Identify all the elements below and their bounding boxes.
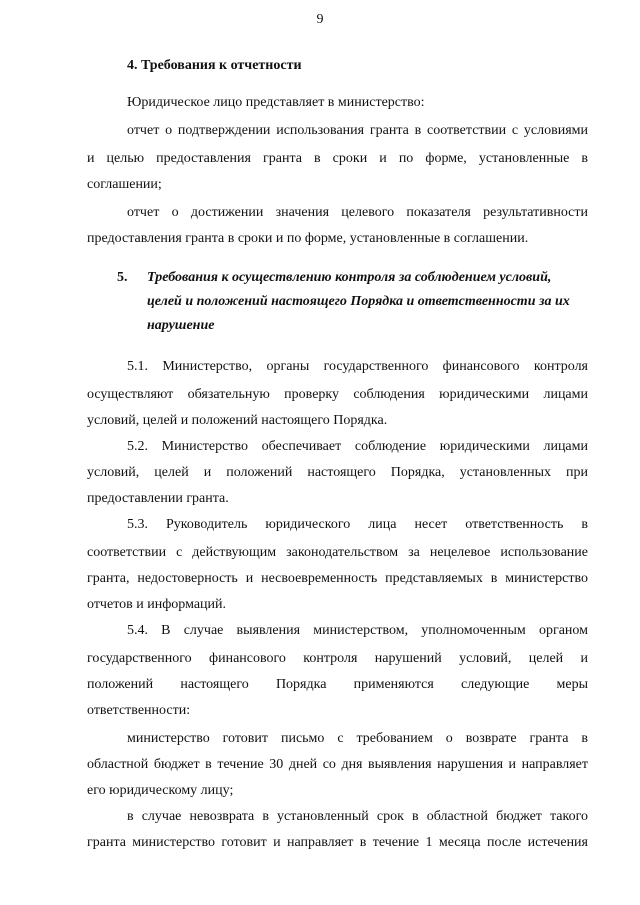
s5-line-10: 5.4. В случае выявления министерством, уполномоченным органом [127,623,588,638]
s5-line-12: положений настоящего Порядка применяются следующие меры [87,677,588,692]
s5-line-1: осуществляют обязательную проверку соблюдения юридическими лицами [87,387,588,402]
s4-line-1: отчет о подтверждении использования гранта в соответствии с условиями [127,123,588,138]
s5-line-17: в случае невозврата в установленный срок в областной бюджет такого [127,809,588,824]
s5-line-11: государственного финансового контроля нарушений условий, целей и [87,651,588,666]
s5-line-13: ответственности: [87,703,191,718]
s4-line-0: Юридическое лицо представляет в министерство: [127,95,425,110]
s4-line-3: соглашении; [87,177,162,192]
section-4-title: 4. Требования к отчетности [127,58,302,73]
s5-line-2: условий, целей и положений настоящего Порядка. [87,413,388,428]
s5-line-4: условий, целей и положений настоящего Порядка, установленных при [87,465,588,480]
s5-line-18: гранта министерство готовит и направляет в течение 1 месяца после истечения [87,835,588,850]
s5-line-3: 5.2. Министерство обеспечивает соблюдение юридическими лицами [127,439,588,454]
section-5-number: 5. [117,270,128,285]
s5-line-5: предоставлении гранта. [87,491,229,506]
s5-line-16: его юридическому лицу; [87,783,234,798]
s5-line-14: министерство готовит письмо с требованием о возврате гранта в [127,731,588,746]
s4-line-2: и целью предоставления гранта в сроки и по форме, установленные в [87,151,588,166]
section-5-title-2: нарушение [147,318,215,333]
s5-line-7: соответствии с действующим законодательством за нецелевое использование [87,545,588,560]
page-number: 9 [316,12,324,27]
s5-line-15: областной бюджет в течение 30 дней со дня выявления нарушения и направляет [87,757,588,772]
s4-line-5: предоставления гранта в сроки и по форме, установленные в соглашении. [87,231,529,246]
s5-line-8: гранта, недостоверность и несвоевременность представляемых в министерство [87,571,588,586]
s5-line-6: 5.3. Руководитель юридического лица несет ответственность в [127,517,588,532]
section-5-title-1: целей и положений настоящего Порядка и ответственности за их [147,294,570,309]
s5-line-9: отчетов и информаций. [87,597,227,612]
section-5-title-0: Требования к осуществлению контроля за соблюдением условий, [147,270,552,285]
s4-line-4: отчет о достижении значения целевого показателя результативности [127,205,588,220]
s5-line-0: 5.1. Министерство, органы государственного финансового контроля [127,359,588,374]
